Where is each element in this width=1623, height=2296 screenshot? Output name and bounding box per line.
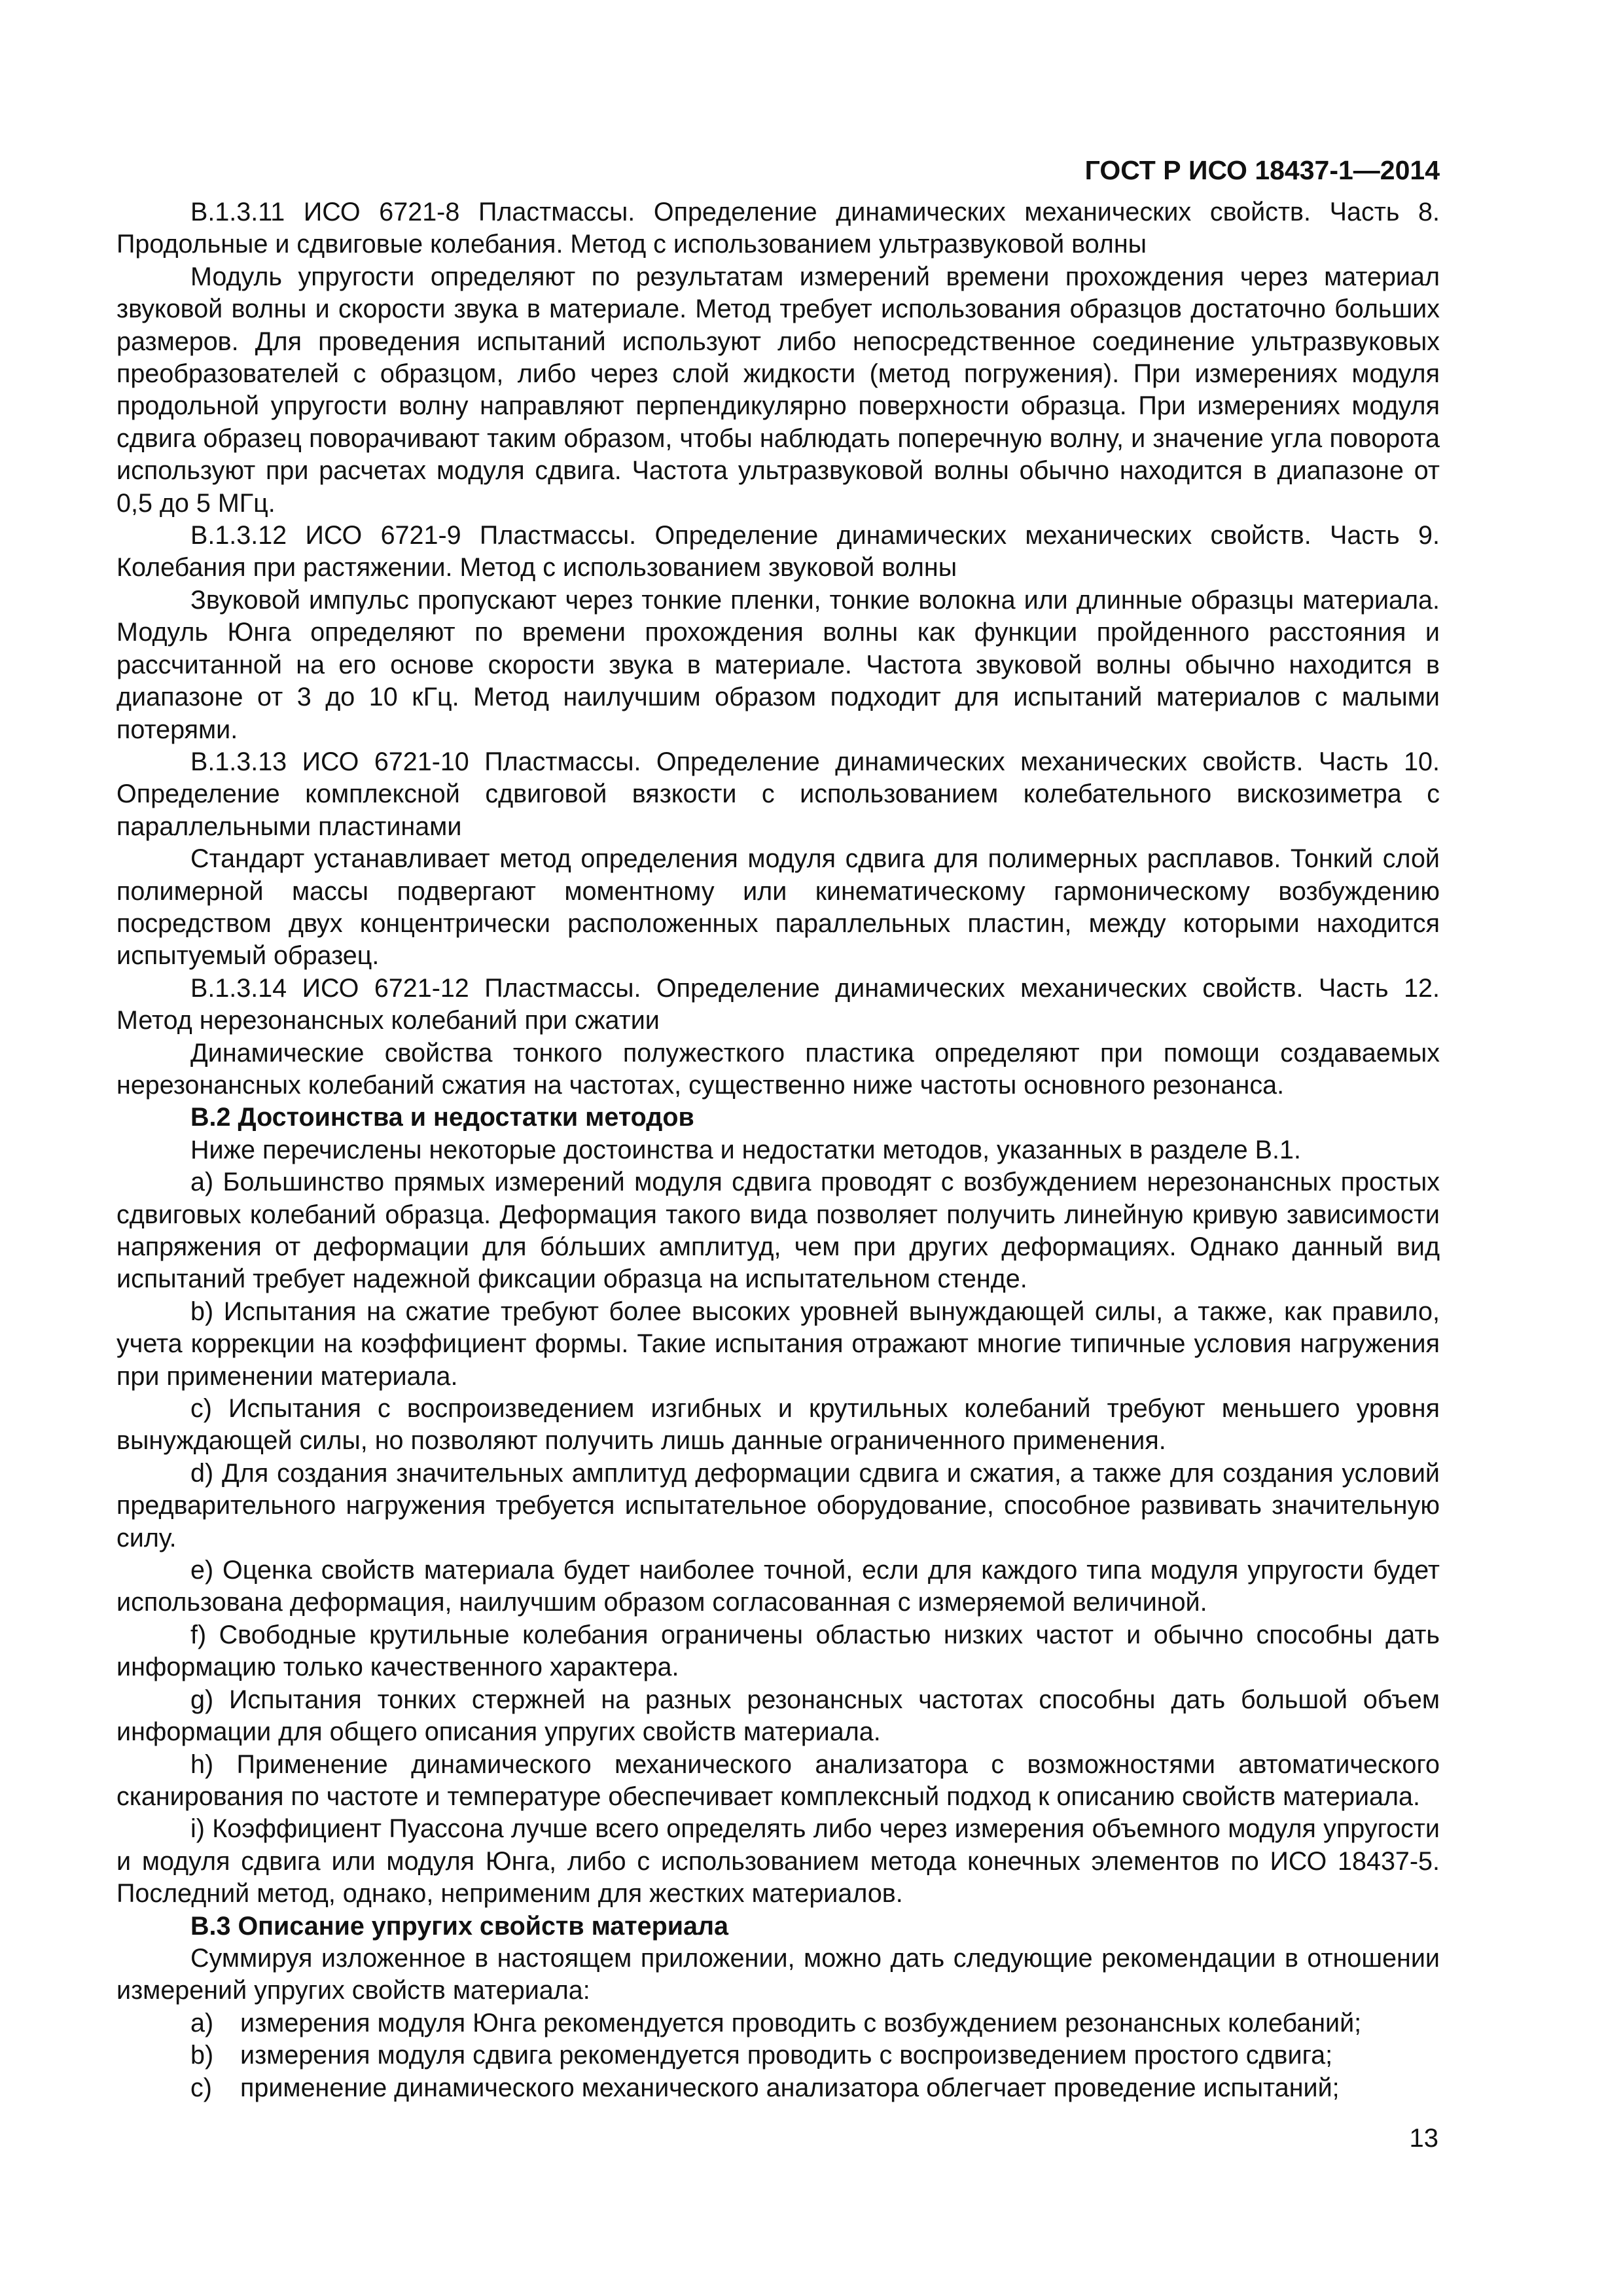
clause-b-1-3-11-title: В.1.3.11 ИСО 6721-8 Пластмассы. Определение динамических механических свойств. Часть 8. Продольные и сдвиговые колебания. Метод с использованием ультразвуковой волны [116,198,1440,259]
clause-b-1-3-12-text: Звуковой импульс пропускают через тонкие пленки, тонкие волокна или длинные образцы материала. Модуль Юнга определяют по времени прохождения волны как функции пройденного расстояния и рассчитанной на его основе скорости звука в материале. Частота звуковой волны обычно находится в диапазоне от 3 до 10 кГц. Метод наилучшим образом подходит для испытаний материалов с малыми потерями. [116,585,1440,744]
section-b3-item-b [116,2039,1440,2072]
section-b2-item-e: e) Оценка свойств материала будет наиболее точной, если для каждого типа модуля упругости будет использована деформация, наилучшим образом согласованная с измеряемой величиной. [116,1556,1440,1617]
section-b3-heading: В.3 Описание упругих свойств материала [190,1911,729,1941]
clause-b-1-3-13-text: Стандарт устанавливает метод определения модуля сдвига для полимерных расплавов. Тонкий слой полимерной массы подвергают моментному или кинематическому гармоническому возбуждению посредством двух концентрически расположенных параллельных пластин, между которыми находится испытуемый образец. [116,844,1440,971]
section-b2-item-b: b) Испытания на сжатие требуют более высоких уровней вынуждающей силы, а также, как правило, учета коррекции на коэффициент формы. Такие испытания отражают многие типичные условия нагружения при применении материала. [116,1297,1440,1391]
list-item-text: измерения модуля сдвига рекомендуется проводить с воспроизведением простого сдвига; [240,2041,1333,2070]
section-b2-item-a: а) Большинство прямых измерений модуля сдвига проводят с возбуждением нерезонансных простых сдвиговых колебаний образца. Деформация такого вида позволяет получить линейную кривую зависимости напряжения от деформации для бо́льших амплитуд, чем при других деформациях. Однако данный вид испытаний требует надежной фиксации образца на испытательном стенде. [116,1168,1440,1294]
list-marker: b) [190,2041,214,2070]
section-b2-item-h: h) Применение динамического механического анализатора с возможностями автоматического сканирования по частоте и температуре обеспечивает комплексный подход к описанию свойств материала. [116,1749,1440,1811]
section-b3-intro: Суммируя изложенное в настоящем приложении, можно дать следующие рекомендации в отношении измерений упругих свойств материала: [116,1943,1440,2005]
list-marker: a) [190,2008,214,2037]
page-number: 13 [1409,2124,1438,2153]
section-b2-heading: В.2 Достоинства и недостатки методов [190,1103,694,1132]
section-b3-item-c [116,2072,1440,2104]
clause-b-1-3-11-text: Модуль упругости определяют по результатам измерений времени прохождения через материал звуковой волны и скорости звука в материале. Метод требует использования образцов достаточно больших размеров. Для проведения испытаний используют либо непосредственное соединение ультразвуковых преобразователей с образцом, либо через слой жидкости (метод погружения). При измерениях модуля продольной упругости волну направляют перпендикулярно поверхности образца. При измерениях модуля сдвига образец поворачивают таким образом, чтобы наблюдать поперечную волну, и значение угла поворота используют при расчетах модуля сдвига. Частота ультразвуковой волны обычно находится в диапазоне от 0,5 до 5 МГц. [116,262,1440,518]
list-item-text: измерения модуля Юнга рекомендуется проводить с возбуждением резонансных колебаний; [240,2008,1362,2037]
clause-b-1-3-12-title: В.1.3.12 ИСО 6721-9 Пластмассы. Определение динамических механических свойств. Часть 9. Колебания при растяжении. Метод с использованием звуковой волны [116,521,1440,583]
section-b3-item-a [116,2007,1440,2039]
list-marker: c) [190,2073,212,2102]
clause-b-1-3-14-title: В.1.3.14 ИСО 6721-12 Пластмассы. Определение динамических механических свойств. Часть 12. Метод нерезонансных колебаний при сжатии [116,973,1440,1035]
document-body [116,196,1440,2104]
section-b2-item-d: d) Для создания значительных амплитуд деформации сдвига и сжатия, а также для создания условий предварительного нагружения требуется испытательное оборудование, способное развивать значительную силу. [116,1458,1440,1552]
clause-b-1-3-13-title: В.1.3.13 ИСО 6721-10 Пластмассы. Определение динамических механических свойств. Часть 10. Определение комплексной сдвиговой вязкости с использованием колебательного вискозиметра с параллельными пластинами [116,747,1440,841]
section-b2-intro: Ниже перечислены некоторые достоинства и недостатки методов, указанных в разделе В.1. [190,1135,1301,1164]
list-item-text: применение динамического механического анализатора облегчает проведение испытаний; [240,2073,1340,2102]
clause-b-1-3-14-text: Динамические свойства тонкого полужесткого пластика определяют при помощи создаваемых нерезонансных колебаний сжатия на частотах, существенно ниже частоты основного резонанса. [116,1038,1440,1100]
section-b2-item-f: f) Свободные крутильные колебания ограничены областью низких частот и обычно способны дать информацию только качественного характера. [116,1620,1440,1682]
section-b2-item-i: i) Коэффициент Пуассона лучше всего определять либо через измерения объемного модуля упругости и модуля сдвига или модуля Юнга, либо с использованием метода конечных элементов по ИСО 18437-5. Последний метод, однако, неприменим для жестких материалов. [116,1814,1440,1909]
document-header: ГОСТ Р ИСО 18437-1—2014 [1084,155,1440,185]
section-b2-item-g: g) Испытания тонких стержней на разных резонансных частотах способны дать большой объем информации для общего описания упругих свойств материала. [116,1685,1440,1747]
section-b2-item-c: c) Испытания с воспроизведением изгибных и крутильных колебаний требуют меньшего уровня вынуждающей силы, но позволяют получить лишь данные ограниченного применения. [116,1394,1440,1456]
